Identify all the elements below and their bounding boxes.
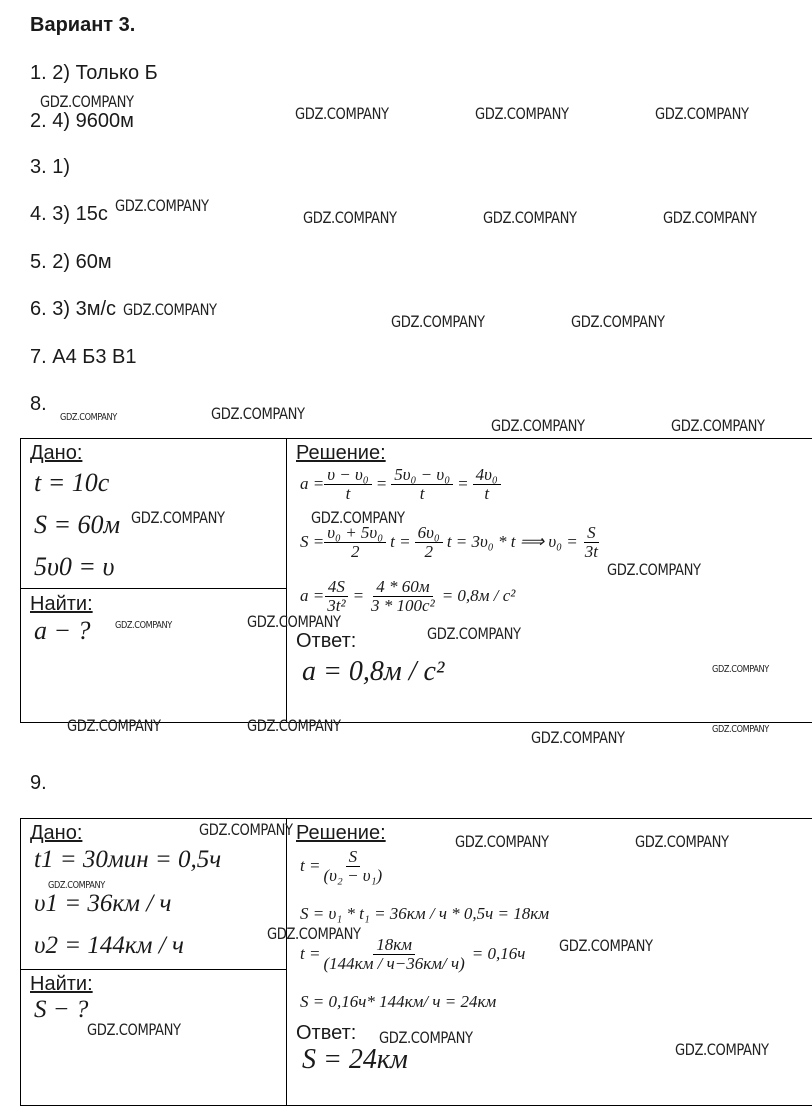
- watermark: GDZ.COMPANY: [267, 924, 361, 943]
- watermark: GDZ.COMPANY: [40, 92, 134, 111]
- find-distance: S − ?: [34, 996, 89, 1023]
- watermark: GDZ.COMPANY: [67, 716, 161, 735]
- problem-9-given-find-divider: [20, 969, 287, 970]
- equation-acceleration: a = $\frac{\text{υ − υ₀}}{t}$ = $\frac{\text{5υ₀ − υ₀}}{t}$ = $\frac{\text{4υ₀}}{t}$: [300, 466, 501, 503]
- problem-8-number: 8.: [30, 393, 47, 415]
- equation-distance-1: S = υ₁ * t₁ = 36км / ч * 0,5ч = 18км: [300, 904, 550, 923]
- answer-6: 6. 3) 3м/с: [30, 298, 117, 320]
- watermark: GDZ.COMPANY: [379, 1028, 473, 1047]
- answer-label: Ответ:: [296, 1022, 357, 1044]
- watermark: GDZ.COMPANY: [635, 832, 729, 851]
- equation-time-result: t = $\frac{18км}{(144км / ч-36км/ ч)}$ = 0,16ч: [300, 935, 526, 973]
- watermark: GDZ.COMPANY: [115, 196, 209, 215]
- given-distance: S = 60м: [34, 510, 121, 539]
- watermark: GDZ.COMPANY: [391, 312, 485, 331]
- solution-label: Решение:: [296, 442, 386, 464]
- watermark: GDZ.COMPANY: [48, 880, 105, 891]
- watermark: GDZ.COMPANY: [311, 508, 405, 527]
- watermark: GDZ.COMPANY: [247, 612, 341, 631]
- watermark: GDZ.COMPANY: [663, 208, 757, 227]
- watermark: GDZ.COMPANY: [123, 300, 217, 319]
- watermark: GDZ.COMPANY: [483, 208, 577, 227]
- find-label: Найти:: [30, 973, 93, 995]
- watermark: GDZ.COMPANY: [131, 508, 225, 527]
- watermark: GDZ.COMPANY: [87, 1020, 181, 1039]
- given-velocity-2: υ2 = 144км / ч: [34, 932, 184, 959]
- watermark: GDZ.COMPANY: [427, 624, 521, 643]
- watermark: GDZ.COMPANY: [712, 664, 769, 675]
- given-velocity-relation: 5υ0 = υ: [34, 552, 115, 581]
- answer-value: a = 0,8м / с²: [302, 656, 445, 687]
- watermark: GDZ.COMPANY: [475, 104, 569, 123]
- watermark: GDZ.COMPANY: [455, 832, 549, 851]
- watermark: GDZ.COMPANY: [115, 620, 172, 631]
- watermark: GDZ.COMPANY: [571, 312, 665, 331]
- watermark: GDZ.COMPANY: [60, 412, 117, 423]
- watermark: GDZ.COMPANY: [712, 724, 769, 735]
- answer-value: S = 24км: [302, 1044, 408, 1075]
- watermark: GDZ.COMPANY: [671, 416, 765, 435]
- watermark: GDZ.COMPANY: [655, 104, 749, 123]
- solution-label: Решение:: [296, 822, 386, 844]
- given-time: t = 10c: [34, 468, 110, 497]
- answer-1: 1. 2) Только Б: [30, 62, 158, 84]
- given-label: Дано:: [30, 442, 83, 464]
- answer-5: 5. 2) 60м: [30, 251, 112, 273]
- watermark: GDZ.COMPANY: [607, 560, 701, 579]
- equation-distance-result: S = 0,16ч* 144км/ ч = 24км: [300, 992, 497, 1011]
- answer-2: 2. 4) 9600м: [30, 110, 134, 132]
- problem-8-divider: [286, 438, 287, 723]
- answer-4: 4. 3) 15с: [30, 203, 108, 225]
- problem-8-given-find-divider: [20, 588, 287, 589]
- watermark: GDZ.COMPANY: [303, 208, 397, 227]
- answer-label: Ответ:: [296, 630, 357, 652]
- given-label: Дано:: [30, 822, 83, 844]
- find-acceleration: a − ?: [34, 616, 91, 645]
- watermark: GDZ.COMPANY: [247, 716, 341, 735]
- answer-7: 7. А4 Б3 В1: [30, 346, 137, 368]
- equation-distance: S = $\frac{\text{υ₀ + 5υ₀}}{2}$ t = $\frac{\text{6υ₀}}{2}$ t = 3υ₀ * t ⟹ υ₀ = $\frac{S}{3t}$: [300, 523, 598, 561]
- watermark: GDZ.COMPANY: [491, 416, 585, 435]
- watermark: GDZ.COMPANY: [559, 936, 653, 955]
- given-time: t1 = 30мин = 0,5ч: [34, 846, 222, 873]
- problem-9-number: 9.: [30, 772, 47, 794]
- equation-acceleration-result: a = $\frac{4S}{\text{3t²}}$ = $\frac{4 * 60м}{\text{3 * 100с²}}$ = 0,8м / с²: [300, 577, 516, 615]
- equation-time: t = $\frac{S}{\text{(υ₂ − υ₁)}}$: [300, 847, 383, 885]
- answer-3: 3. 1): [30, 156, 71, 178]
- watermark: GDZ.COMPANY: [295, 104, 389, 123]
- find-label: Найти:: [30, 593, 93, 615]
- watermark: GDZ.COMPANY: [211, 404, 305, 423]
- page-title: Вариант 3.: [30, 14, 136, 36]
- watermark: GDZ.COMPANY: [675, 1040, 769, 1059]
- problem-9-divider: [286, 818, 287, 1106]
- given-velocity-1: υ1 = 36км / ч: [34, 890, 172, 917]
- watermark: GDZ.COMPANY: [199, 820, 293, 839]
- watermark: GDZ.COMPANY: [531, 728, 625, 747]
